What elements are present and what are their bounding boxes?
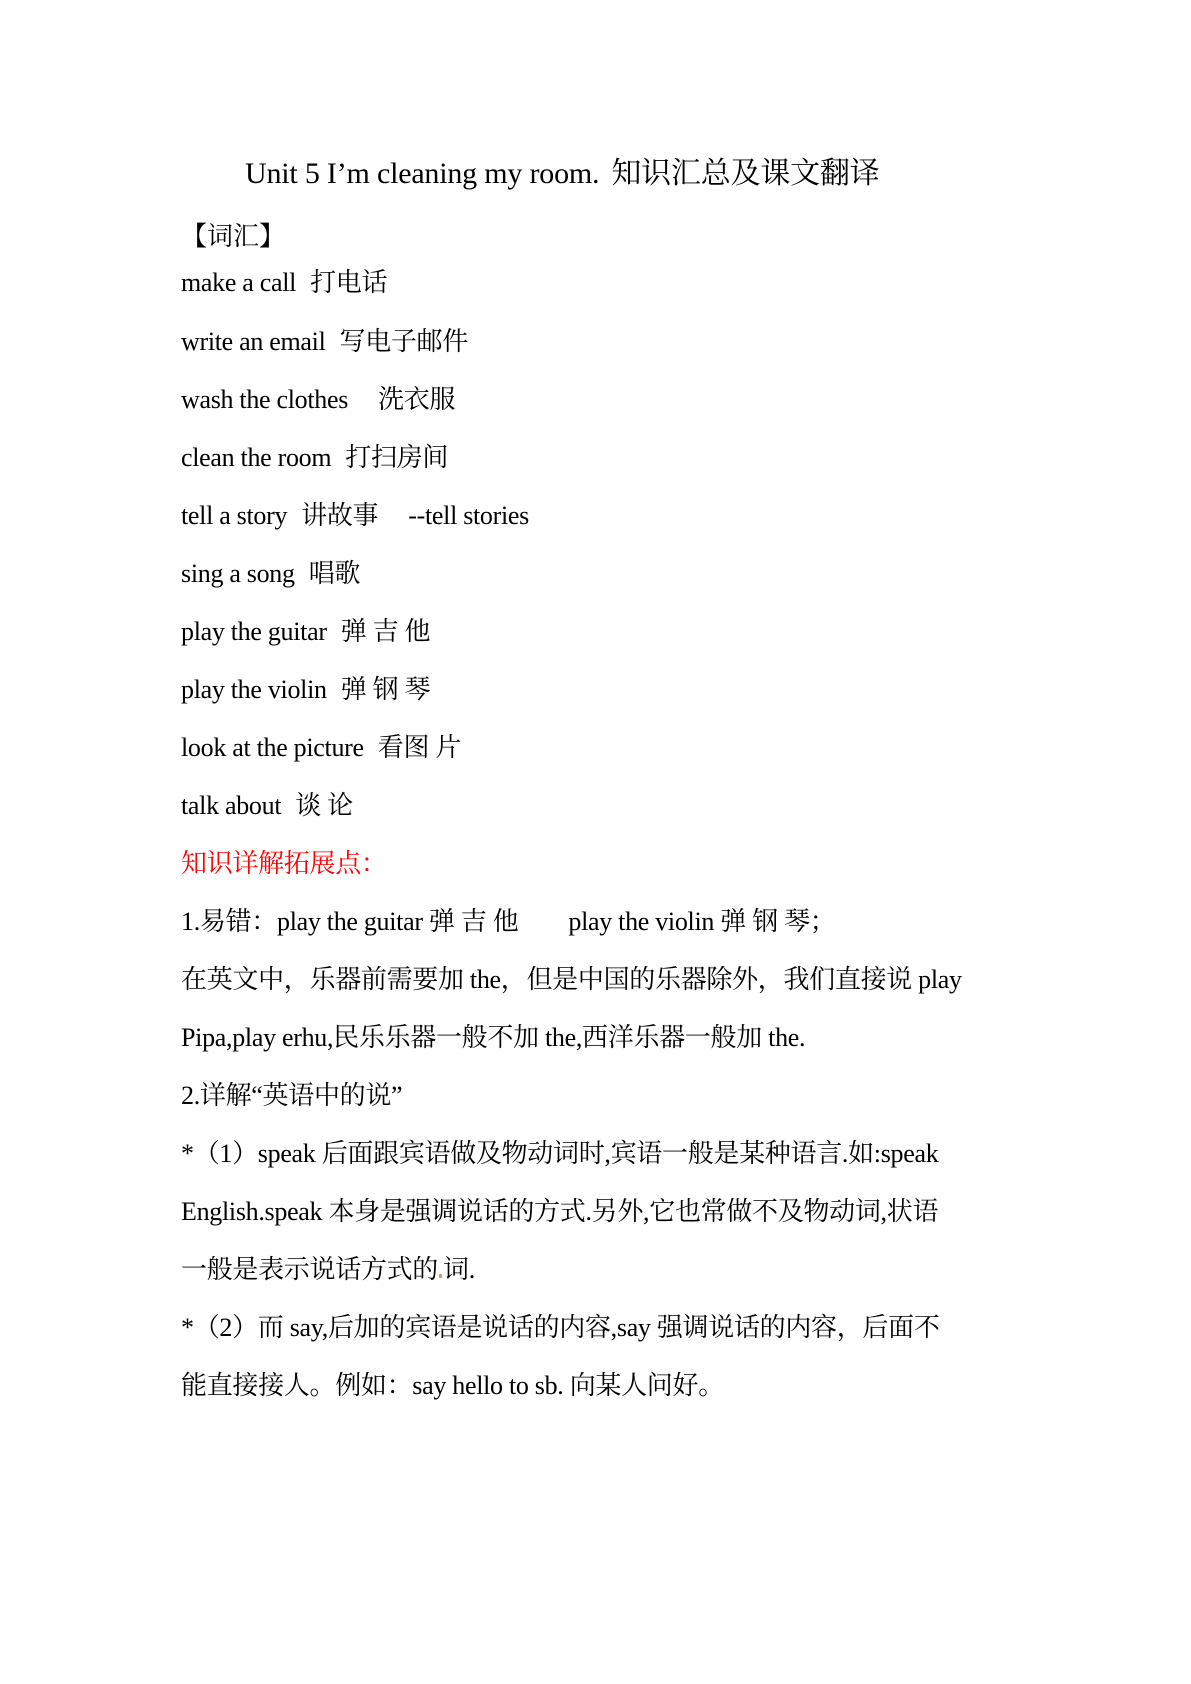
- point2-heading: 2.详解“英语中的说”: [181, 1081, 403, 1110]
- vocab-item: [181, 557, 360, 591]
- vocab-item: [181, 789, 353, 823]
- document-title: [245, 154, 880, 194]
- vocabulary-heading: 【词汇】: [181, 222, 286, 251]
- vocab-chinese: 打电话: [310, 268, 388, 297]
- point2-sub2-line1: *（2）而 say,后加的宾语是说话的内容,say 强调说话的内容，后面不: [181, 1313, 940, 1342]
- vocab-chinese: 打扫房间: [345, 443, 449, 472]
- point2-sub1-line2: English.speak 本身是强调说话的方式.另外,它也常做不及物动词,状语: [181, 1197, 939, 1226]
- vocab-chinese: 弹 钢 琴: [340, 675, 431, 704]
- vocab-english: tell a story: [181, 501, 288, 530]
- text-cursor-mark: [439, 1274, 442, 1278]
- vocab-english: play the guitar: [181, 617, 327, 646]
- vocab-chinese: 看图 片: [377, 733, 462, 762]
- vocab-english: wash the clothes: [181, 385, 349, 414]
- vocab-item: [181, 441, 448, 475]
- vocab-english: make a call: [181, 268, 297, 297]
- knowledge-heading: 知识详解拓展点：: [181, 849, 387, 878]
- vocab-item: [181, 731, 461, 765]
- point1-item1: play the guitar 弹 吉 他: [277, 907, 519, 936]
- vocab-chinese: 写电子邮件: [339, 327, 469, 356]
- point1-item2: play the violin 弹 钢 琴；: [568, 907, 836, 936]
- point1-line3: Pipa,play erhu,民乐乐器一般不加 the,西洋乐器一般加 the.: [181, 1023, 806, 1052]
- point2-sub2-line2: 能直接接人。例如：say hello to sb. 向某人问好。: [181, 1371, 724, 1400]
- point1-line1: [181, 905, 836, 939]
- vocab-english: clean the room: [181, 443, 332, 472]
- point2-sub1-line3-a: 一般是表示说话方式的: [181, 1255, 439, 1284]
- vocab-item: [181, 266, 387, 300]
- vocab-chinese: 谈 论: [295, 791, 353, 820]
- vocab-item: [181, 615, 430, 649]
- vocab-chinese: 讲故事: [301, 501, 379, 530]
- title-chinese: 知识汇总及课文翻译: [611, 157, 880, 190]
- point2-sub1-line1: *（1）speak 后面跟宾语做及物动词时,宾语一般是某种语言.如:speak: [181, 1139, 939, 1168]
- vocab-english: sing a song: [181, 559, 295, 588]
- vocab-chinese: 洗衣服: [378, 385, 456, 414]
- vocab-item: [181, 325, 468, 359]
- vocab-item: [181, 499, 529, 533]
- point2-sub1-line3: [181, 1253, 475, 1287]
- vocab-chinese: 唱歌: [308, 559, 361, 588]
- vocab-item: [181, 673, 430, 707]
- vocab-english: write an email: [181, 327, 326, 356]
- vocab-note: --tell stories: [408, 501, 529, 530]
- title-english: Unit 5 I’m cleaning my room.: [245, 157, 600, 190]
- vocab-english: look at the picture: [181, 733, 364, 762]
- point1-line2: 在英文中，乐器前需要加 the，但是中国的乐器除外，我们直接说 play: [181, 965, 962, 994]
- point1-label: 1.易错：: [181, 907, 278, 936]
- vocab-english: talk about: [181, 791, 282, 820]
- point2-sub1-line3-b: 词.: [443, 1255, 475, 1284]
- vocab-chinese: 弹 吉 他: [340, 617, 431, 646]
- vocab-item: [181, 383, 455, 417]
- vocab-english: play the violin: [181, 675, 327, 704]
